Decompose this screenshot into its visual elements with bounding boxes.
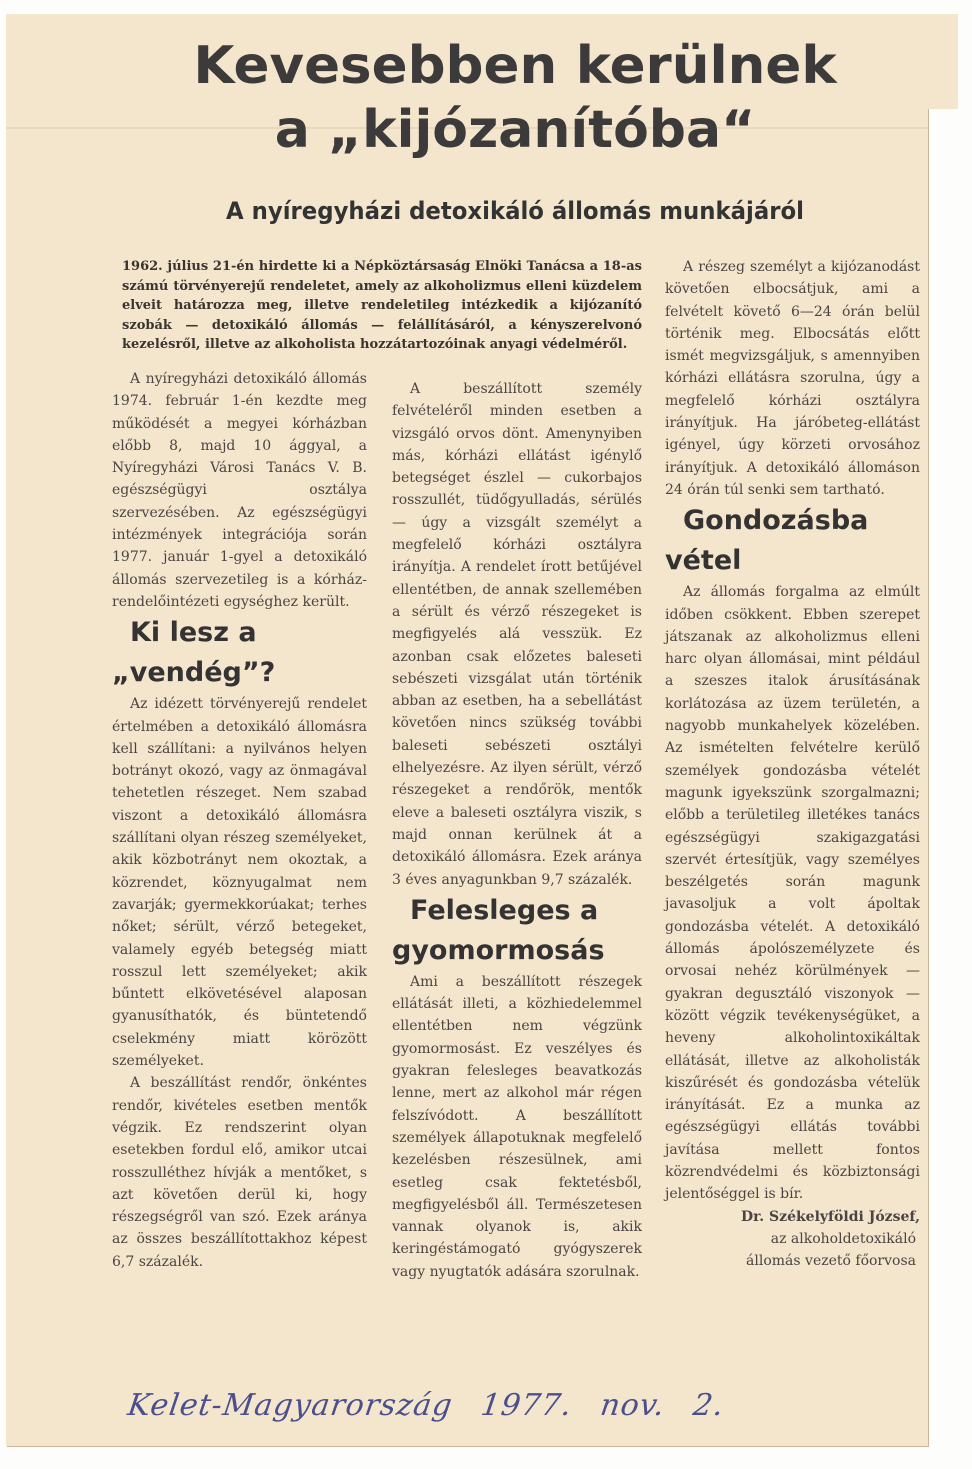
column-3 bbox=[665, 256, 920, 1272]
column-2-paragraph-1: A beszállított személy felvételéről minden esetben a vizsgáló orvos dönt. Amenynyiben más, kórházi ellátást igénylő betegséget észlel — cukorbajos rosszullét, tüdőgyulladás, sérülés — úgy a vizsgált személyt a megfelelő kórházi osztályra irányítja. A rendelet írott betűjével ellentétben, de annak szellemében a sérült és vérző részegeket is megfigyelés alá vesszük. Ez azonban csak előzetes baleseti sebészeti vizsgálat után történik abban az esetben, ha a sebellátást követően nincs szükség további baleseti sebészeti osztályi elhelyezésre. Az ilyen sérült, vérző részegeket a rendőrök, mentők eleve a baleseti osztályra viszik, s majd onnan kerülnek át a detoxikáló állomásra. Ezek aránya 3 éves anyagunkban 9,7 százalék. bbox=[392, 381, 642, 888]
column-2 bbox=[392, 378, 642, 1283]
column-1-paragraph-1: A nyíregyházi detoxikáló állomás 1974. február 1-én kezdte meg működését a megyei kórházban előbb 8, majd 10 ággyal, a Nyíregyházi Városi Tanács V. B. egészségügyi osztálya szervezésében. Az egészségügyi intézmények integrációja során 1977. január 1-gyel a detoxikáló állomás szervezetileg is a kórház-rendelőintézeti egységhez került. bbox=[112, 371, 367, 610]
section-title-felesleges-a-gyomormosas: Felesleges a gyomormosás bbox=[392, 894, 605, 966]
column-1-paragraph-3: A beszállítást rendőr, önkéntes rendőr, kivételes esetben mentők végzik. Ez rendszerint olyan esetekben fordul elő, amikor utcai rosszulléthez hívják a mentőket, s azt követően derül ki, hogy részegségről van szó. Ezek aránya az összes beszállítottakhoz képest 6,7 százalék. bbox=[112, 1075, 367, 1270]
column-3-paragraph-2: Az állomás forgalma az elmúlt időben csökkent. Ebben szerepet játszanak az alkoholizmus elleni harc olyan állomásai, mint például a szeszes italok árusításának korlátozása az üzem területén, a nagyobb munkahelyek közelében. Az ismételten felvételre kerülő személyek gondozásba vételét magunk igyekszünk szorgalmazni; előbb a területileg illetékes tanács egészségügyi szakigazgatási szervét értesítjük, vagy személyes beszélgetés során magunk javasoljuk a volt ápoltak gondozásba vételét. A detoxikáló állomás ápolószemélyzete és orvosai nehéz körülmények — gyakran degusztáló viszonyok — között végzik tevékenységüket, a heveny alkoholintoxikáltak ellátását, illetve az alkoholisták kiszűrését és gondozásba vételük irányítását. Ez a munka az egészségügyi ellátás további javítása mellett fontos közrendvédelmi és közbiztonsági jelentőséggel is bír. bbox=[665, 584, 920, 1203]
column-1 bbox=[112, 368, 367, 1273]
section-title-ki-lesz-a-vendeg: Ki lesz a „vendég”? bbox=[112, 617, 276, 689]
headline-line-1: Kevesebben kerülnek bbox=[193, 36, 837, 96]
lead-paragraph: 1962. július 21-én hirdette ki a Népköztársaság Elnöki Tanácsa a 18-as számú törvényerejű rendeletet, amely az alkoholizmus elleni küzdelem elveit határozza meg, illetve rendeletileg intézkedik a kijózanító szobák — detoxikáló állomás — felállításáról, a kényszerelvonó kezelésről, illetve az alkoholista hozzátartozóinak anyagi védelméről. bbox=[122, 259, 642, 353]
section-title-gondozasba-vetel: Gondozásba vétel bbox=[665, 505, 869, 577]
column-2-paragraph-2: Ami a beszállított részegek ellátását illeti, a közhiedelemmel ellentétben nem végzünk gyomormosást. Ez veszélyes és gyakran felesleges beavatkozás lenne, mert az alkohol már régen felszívódott. A beszállított személyek állapotuknak megfelelő kezelésben részesülnek, ami esetleg csak fektetésből, megfigyelésből áll. Természetesen vannak olyanok is, akik keringéstámogató gyógyszerek vagy nyugtatók adására szorulnak. bbox=[392, 973, 642, 1280]
headline-line-2: a „kijózanítóba“ bbox=[274, 100, 756, 160]
handwritten-source-note: Kelet-Magyarország 1977. nov. 2. bbox=[125, 1388, 727, 1423]
author-name: Dr. Székelyföldi József, bbox=[741, 1208, 920, 1225]
subheadline: A nyíregyházi detoxikáló állomás munkájáról bbox=[226, 197, 804, 225]
author-role-line-1: az alkoholdetoxikáló bbox=[770, 1230, 916, 1247]
column-3-paragraph-1: A részeg személyt a kijózanodást követően elbocsátjuk, ami a felvételt követő 6—24 órán belül történik meg. Elbocsátás előtt ismét megvizsgáljuk, s amennyiben kórházi ellátásra szorulna, úgy a megfelelő kórházi osztályra irányítjuk. Ha járóbeteg-ellátást igényel, úgy körzeti orvosához irányítjuk. A detoxikáló állomáson 24 órán túl senki sem tartható. bbox=[665, 259, 920, 498]
author-role-line-2: állomás vezető főorvosa bbox=[746, 1253, 916, 1270]
column-1-paragraph-2: Az idézett törvényerejű rendelet értelmében a detoxikáló állomásra kell szállítani: a nyilvános helyen botrányt okozó, vagy az önmagával tehetetlen részeget. Nem szabad viszont a detoxikáló állomásra szállítani olyan részeg személyeket, akik közbotrányt nem okoztak, a közrendet, köznyugalmat nem zavarják; gyermekkorúakat; terhes nőket; sérült, vérző betegeket, valamely egyéb betegség miatt rosszul lett személyeket; akik bűntett elkövetésével alaposan gyanusíthatók, és büntetendő cselekmény miatt körözött személyeket. bbox=[112, 696, 367, 1070]
